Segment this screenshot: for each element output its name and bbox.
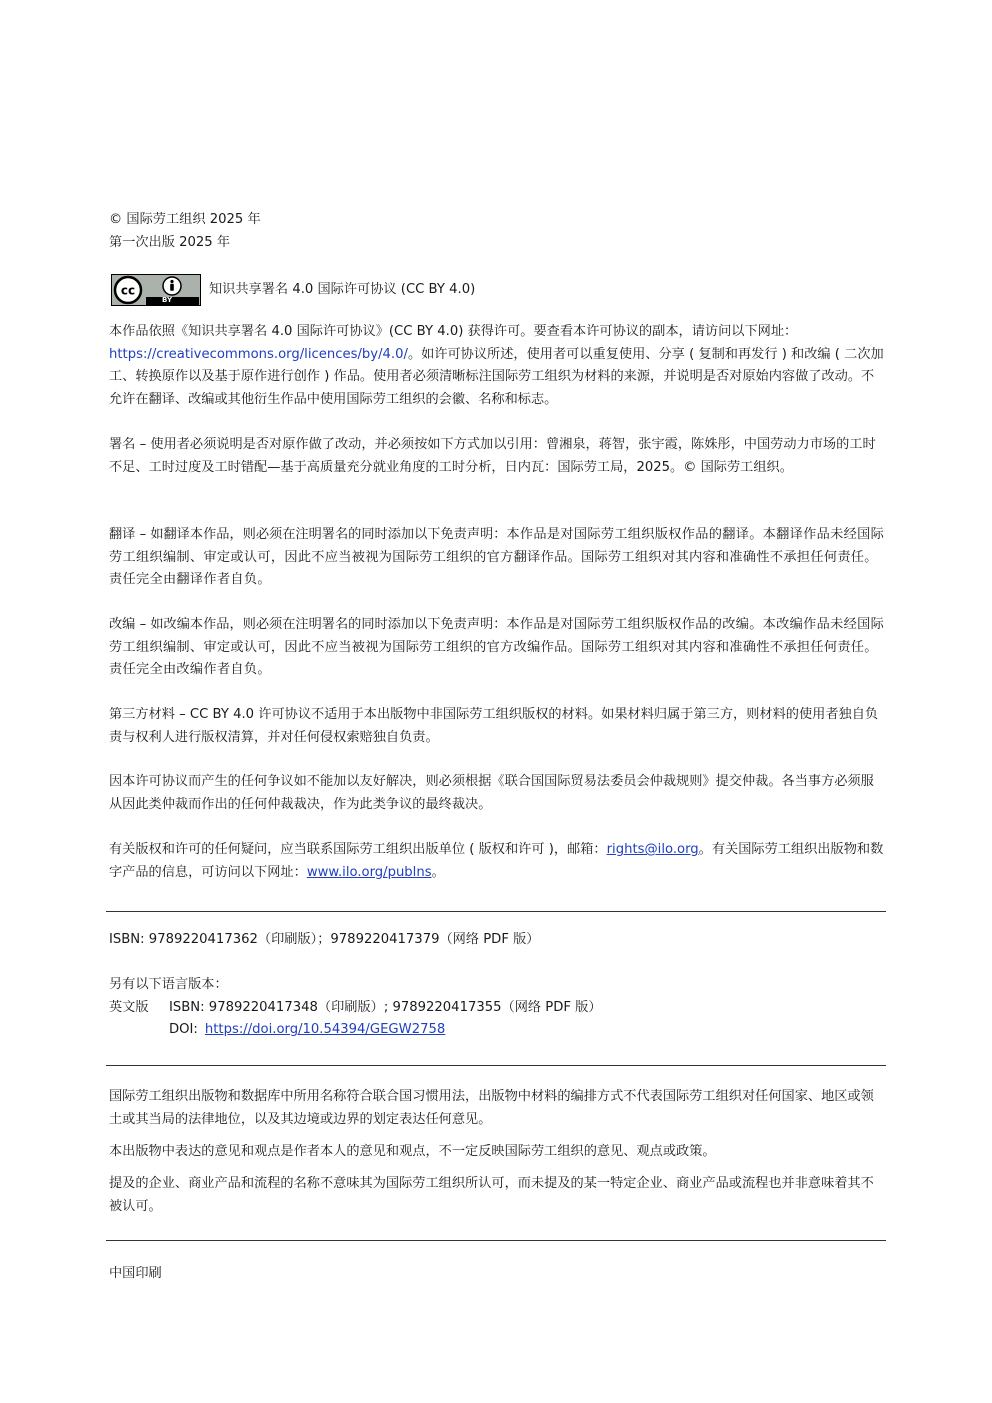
translation-paragraph xyxy=(109,524,885,592)
printed-in: 中国印刷 xyxy=(109,1266,162,1281)
first-edition-line: 第一次出版 2025 年 xyxy=(109,234,231,250)
adaptation-lead: 改编 – 如改编本作品，则必须在注明署名的同时添加以下免责声明： xyxy=(109,617,507,632)
contact-text-part2: 。有关国际劳工组织出版物和数字产品的信息，可访问以下网址： xyxy=(109,842,884,880)
english-version-label: 英文版 xyxy=(109,999,149,1015)
divider-1 xyxy=(106,911,886,912)
divider-2 xyxy=(106,1065,886,1066)
contact-paragraph xyxy=(109,839,885,884)
cc-by-badge[interactable] xyxy=(111,274,201,306)
creative-commons-link[interactable]: https://creativecommons.org/licences/by/4.0/ xyxy=(109,346,408,362)
license-paragraph xyxy=(109,321,885,411)
disclaimer-1: 国际劳工组织出版物和数据库中所用名称符合联合国习惯用法，出版物中材料的编排方式不代表国际劳工组织对任何国家、地区或领土或其当局的法律地位，以及其边境或边界的划定表达任何意见。 xyxy=(109,1089,874,1127)
copyright-line: © 国际劳工组织 2025 年 xyxy=(109,212,261,227)
other-languages-heading: 另有以下语言版本： xyxy=(109,977,228,992)
disclaimer-2: 本出版物中表达的意见和观点是作者本人的意见和观点，不一定反映国际劳工组织的意见、观点或政策。 xyxy=(109,1144,716,1159)
third-party-paragraph xyxy=(109,704,885,749)
doi-label: DOI: xyxy=(169,1022,198,1037)
translation-lead: 翻译 – 如翻译本作品，则必须在注明署名的同时添加以下免责声明： xyxy=(109,527,507,542)
cc-by-logo-icon xyxy=(112,275,200,305)
contact-text-part3: 。 xyxy=(431,864,445,880)
attribution-text: 署名 – 使用者必须说明是否对原作做了改动，并必须按如下方式加以引用：曾湘泉，蒋智，张宇霞，陈姝彤，中国劳动力市场的工时不足、工时过度及工时错配—基于高质量充分就业角度的工时分析，日内瓦：国际劳工局，2025。© 国际劳工组织。 xyxy=(109,437,876,475)
rights-email-link[interactable]: rights@ilo.org xyxy=(606,842,699,857)
divider-3 xyxy=(106,1240,886,1241)
license-badge-row xyxy=(111,273,475,307)
contact-text-part1: 有关版权和许可的任何疑问，应当联系国际劳工组织出版单位 ( 版权和许可 )，邮箱： xyxy=(109,842,607,857)
disclaimer-3: 提及的企业、商业产品和流程的名称不意味其为国际劳工组织所认可，而未提及的某一特定企业、商业产品或流程也并非意味着其不被认可。 xyxy=(109,1176,874,1214)
attribution-paragraph xyxy=(109,434,885,479)
dispute-text: 因本许可协议而产生的任何争议如不能加以友好解决，则必须根据《联合国国际贸易法委员会仲裁规则》提交仲裁。各当事方必须服从因此类仲裁而作出的任何仲裁裁决，作为此类争议的最终裁决。 xyxy=(109,774,874,812)
dispute-paragraph xyxy=(109,771,885,816)
english-version-row xyxy=(109,997,885,1020)
isbn-line: ISBN: 9789220417362（印刷版）；9789220417379（网络 PDF 版） xyxy=(109,932,540,947)
translation-disclaimer: 本作品是对国际劳工组织版权作品的翻译。本翻译作品未经国际劳工组织编制、审定或认可，因此不应当被视为国际劳工组织的官方翻译作品。国际劳工组织对其内容和准确性不承担任何责任。责任完全由翻译作者自负。 xyxy=(109,527,885,587)
license-label: 知识共享署名 4.0 国际许可协议 (CC BY 4.0) xyxy=(209,282,476,297)
third-party-text: 第三方材料 – CC BY 4.0 许可协议不适用于本出版物中非国际劳工组织版权的材料。如果材料归属于第三方，则材料的使用者独自负责与权利人进行版权清算，并对任何侵权索赔独自负责。 xyxy=(109,707,879,745)
ilo-publns-link[interactable]: www.ilo.org/publns xyxy=(306,864,432,880)
other-languages-block xyxy=(109,974,885,1042)
doi-row xyxy=(109,1019,885,1042)
english-isbn: ISBN: 9789220417348（印刷版）; 9789220417355（网络 PDF 版） xyxy=(169,999,602,1015)
badge-by-text: BY xyxy=(162,296,173,304)
adaptation-disclaimer: 本作品是对国际劳工组织版权作品的改编。本改编作品未经国际劳工组织编制、审定或认可，因此不应当被视为国际劳工组织的官方改编作品。国际劳工组织对其内容和准确性不承担任何责任。责任完全由改编作者自负。 xyxy=(109,617,885,677)
svg-text:cc: cc xyxy=(120,283,136,298)
doi-link[interactable]: https://doi.org/10.54394/GEGW2758 xyxy=(204,1022,446,1037)
license-text-part2: 。如许可协议所述，使用者可以重复使用、分享 ( 复制和再发行 ) 和改编 ( 二次加工、转换原作以及基于原作进行创作 ) 作品。使用者必须清晰标注国际劳工组织为材料的来源，并说明是否对原始内容做了改动。不允许在翻译、改编或其他衍生作品中使用国际劳工组织的会徽、名称和标志。 xyxy=(109,346,884,407)
copyright-block xyxy=(109,209,885,254)
license-text-part1: 本作品依照《知识共享署名 4.0 国际许可协议》(CC BY 4.0) 获得许可。要查看本许可协议的副本，请访问以下网址： xyxy=(109,324,798,339)
adaptation-paragraph xyxy=(109,614,885,682)
